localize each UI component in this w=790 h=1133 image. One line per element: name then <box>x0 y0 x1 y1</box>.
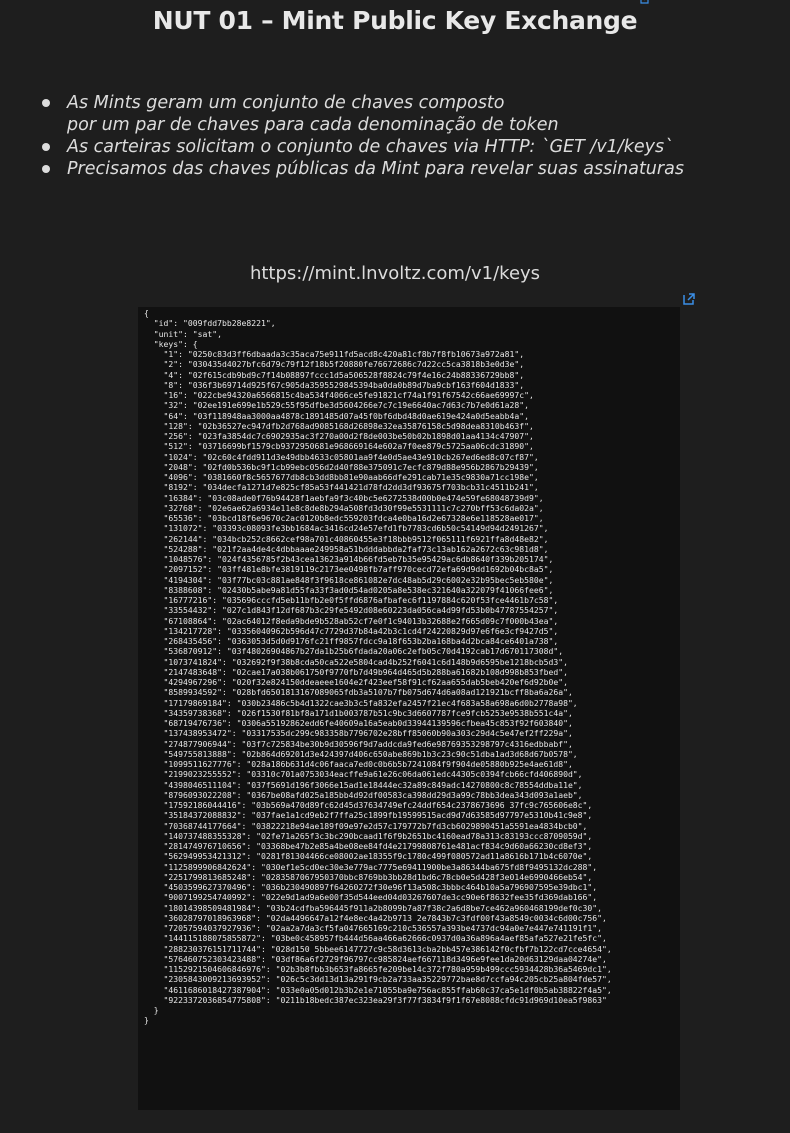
json-key-line: "512": "03716699bf1579cb9372950681e968669164e602a7f0ee879c5725aa06cdc31890", <box>163 441 534 452</box>
bullet-item <box>40 136 785 158</box>
json-key-line: "4096": "0381660f8c5657677db8cb3dd8bb81e90aab66dfe291cab71e35c9830a71cc198e", <box>163 472 539 482</box>
json-key-line: "64": "03f118948aa3000aa4878c1891485d07a45f0bf6dbd48d0ae619e424a0d5eabb4a", <box>163 410 529 421</box>
json-key-line: "131072": "03393c08093fe3bb1684ac3416cd24e57efd1fb7783cd6b50c54149d94d2491267", <box>163 523 549 534</box>
bullet-item <box>40 92 785 136</box>
json-key-line: "1152921504606846976": "02b3b8fbb3b653fa8665fe209be14c372f780a959b499ccc5934428b36a5469dc1", <box>163 964 612 974</box>
bullet-text: As carteiras solicitam o conjunto de chaves via HTTP: `GET /v1/keys` <box>67 137 673 157</box>
json-key-line: "18014398509481984": "03b24cdfba596445f911a2b8099b7a87f38c2a6d8be7ce462a960468199def0c30", <box>163 902 603 913</box>
json-line: { <box>144 308 149 318</box>
json-key-line: "2097152": "03ff481e8bfe3819119c2173ee0498fb7aff970cecd72efa69d9dd1692b04bc8a5", <box>163 564 554 575</box>
json-key-line: "34359738368": "026f1530f81bf8a171d1b003787b51c9bc3d6607787fce9fcb5253e9538b551c4a", <box>163 707 573 718</box>
json-line: "unit": "sat", <box>144 328 222 339</box>
json-key-line: "4194304": "03f77bc03c881ae848f3f9618ce861082e7dc48ab5d29c6002e32b95bec5eb580e", <box>163 574 554 585</box>
json-line: } <box>144 1015 149 1026</box>
json-key-line: "1099511627776": "028a186b631d4c06faaca7ed0c0b6b5b7241084f9f904de05880b925e4ae61d8", <box>163 759 573 769</box>
json-key-line: "8796093022208": "0367be08afd025a185bb4d92df00583ca398dd29d3a99c78bb3dea343d093a1aeb", <box>163 789 583 800</box>
json-key-line: "8589934592": "028bfd6501813167089065fdb3a5107b7fb075d674d6a08ad121921bcff8ba6a26a", <box>163 687 573 698</box>
bullet-text: Precisamos das chaves públicas da Mint para revelar suas assinaturas <box>67 159 684 179</box>
json-key-line: "128": "02b36527ec947dfb2d768ad9085168d26898e32ea35876158c5d98dea8310b463f", <box>163 420 534 431</box>
endpoint-url: https://mint.lnvoltz.com/v1/keys <box>249 263 541 284</box>
json-key-line: "68719476736": "0306a55192862edd6fe40609a16a5eab0d33944139596cfbea45c853f92f603840", <box>163 718 573 728</box>
json-key-line: "2305843009213693952": "026c5c3dd13d13a291f9cb2a733aa35229772bae8d7ccfa94c205cb25a804fde57", <box>163 974 612 985</box>
slide-title: NUT 01 – Mint Public Key Exchange <box>152 6 638 35</box>
json-key-line: "67108864": "02ac64012f8eda9bde9b528ab52cf7e0f1c94013b32688e2f665d09c7f000b43ea", <box>163 615 559 626</box>
json-key-line: "4398046511104": "037f5691d196f3066e15ad1e18444ec32a89c849adc14270800c8c78554ddba11e", <box>163 779 583 790</box>
json-key-line: "134217728": "03356040962b596d47c7729d37b84a42b3c1cd4f24220829d97e6f6e3cf9427d5", <box>163 625 559 636</box>
external-link-icon[interactable] <box>682 292 696 306</box>
json-key-line: "2199023255552": "03310c701a0753034eacffe9a61e26c06da061edc44305c0394fcb66cfd406890d", <box>163 769 583 780</box>
json-key-line: "70368744177664": "03822218e94ae189f09e97e2d57c179772b7fd3cb6029890451a5591ea4834bcb0", <box>163 820 588 831</box>
json-code <box>138 307 680 1026</box>
json-key-line: "65536": "03bcd18f6e9670c2ac0120b8edc559203fdca4e0ba16d2e67328e6e118528ae017", <box>163 513 544 523</box>
json-key-line: "9223372036854775808": "0211b18bedc387ec323ea29f3f77f3834f9f1f67e8088cfdc91d969d10ea5f9863" <box>163 994 607 1005</box>
json-key-line: "1048576": "024f4356785f2b43cea13623a914b66fd5eb7b35e95429ac6db8640f339b205174", <box>163 554 554 564</box>
json-key-line: "17179869184": "030b23486c5b4d1322cae3b3c5fa832efa2457f21ec4f683a58a698a6d0b2778a98", <box>163 697 578 708</box>
json-key-line: "256": "023fa3854dc7c6902935ac3f270a00d2f8de003be50b02b1898d01aa4134c47907", <box>163 431 534 441</box>
json-key-line: "2": "030435d4027bfc6d79c79f12f18b5f20880fe76672686c7d22cc5ca3818b3e0d3e", <box>163 359 525 370</box>
json-response-embed[interactable] <box>138 307 680 1110</box>
external-link-icon[interactable] <box>640 0 650 4</box>
json-key-line: "4503599627370496": "036b230490897f64260272f30e96f13a508c3bbbc464b10a5a796907595e39dbc1", <box>163 882 598 892</box>
json-key-line: "72057594037927936": "02aa2a7da3cf5fa047665169c210c536557a393be4737dc94a0e7e447e741191f1", <box>163 923 603 933</box>
json-key-line: "8388608": "02430b5abe9a81d55fa33f3ad0d54ad0205a8e538ec321640a322079f41066fee6", <box>163 584 554 595</box>
json-key-line: "274877906944": "03f7c725834be30b9d30596f9d7addcda9fed6e98769353298797c4316edbbabf", <box>163 738 573 749</box>
json-key-line: "4611686018427387904": "033e0a05d012b3b2e1e71055ba9e756ac855ffab60c37ca5e1df0b5ab38822f4a5", <box>163 984 612 995</box>
json-key-line: "562949953421312": "0281f81304466ce08002ae18355f9c1780c499f080572ad11a8616b171b4c6070e", <box>163 851 593 862</box>
json-line: } <box>144 1005 159 1015</box>
bullet-dot <box>42 165 50 173</box>
json-key-line: "35184372088832": "037fae1a1cd9eb2f7ffa25c1899fb19599515acd9d7d63585d97797e5310b41c9e8", <box>163 810 593 821</box>
json-key-line: "524288": "021f2aa4de4c4dbbaaae249958a51bdddabbda2faf73c13ab162a2672c63c981d8", <box>163 543 549 554</box>
json-key-line: "2251799813685248": "0283587067950370bbc8769bb3bb28d1bd6c78cb0e5d428f3e014e6990466eb54", <box>163 871 593 882</box>
json-key-line: "17592186044416": "03b569a470d89fc62d45d37634749efc24ddf654c2378673696 37fc9c765606e8c", <box>163 800 593 810</box>
json-key-line: "137438953472": "03317535dc299c983358b7796702e28bff85060b90a303c29d4c5e47ef2ff229a", <box>163 728 573 739</box>
json-key-line: "32768": "02e6ae62a6934e11e8c8de8b294a508fd3d30f99e5531111c7c270bff53c6da02a", <box>163 502 544 513</box>
json-key-line: "549755813888": "02b864d69201d3e424397d406c650abe869b1b3c23c90c51dba1ad3d68d67b0578", <box>163 748 578 759</box>
json-line: "id": "009fdd7bb28e8221", <box>144 318 276 329</box>
json-key-line: "32": "02ee191e699e1b529c55f95dfbe3d5604266e7c7c19e6640ac7d63c7b7e0d61a28", <box>163 400 529 411</box>
json-key-line: "8": "036f3b69714d925f67c905da3595529845394ba0da0b89d7ba9cbf163f604d1833", <box>163 379 525 390</box>
json-key-line: "8192": "034decfa1271d7e825cf85a53f441421d78fd2dd3df93675f703bcb31c4511b241", <box>163 482 539 493</box>
bullet-text: As Mints geram um conjunto de chaves composto por um par de chaves para cada denominação de token <box>67 93 559 135</box>
json-key-line: "4": "02f615cdb9bd9c7f14b08897fccc1d5a506528f8824c79f4e16c24b88336729bb8", <box>163 369 525 380</box>
json-key-line: "2048": "02fd0b536bc9f1cb99ebc056d2d40f88e375091c7ecfc879d88e956b2867b29439", <box>163 461 539 472</box>
json-key-line: "262144": "034bcb252c8662cef98a701c40860455e3f18bbb9512f065111f6921ffa8d48e82", <box>163 533 549 544</box>
bullet-dot <box>42 143 50 151</box>
json-key-line: "288230376151711744": "028d150 5bbee6147727c9c58d3613cba2bb457e386142f0cfbf7b122cd7cce4654", <box>163 943 612 954</box>
json-key-line: "576460752303423488": "03df86a6f2729f96797cc985824aef667118d3496e9fee1da20d63129daa04274e", <box>163 953 607 964</box>
json-key-line: "1024": "02c60c4fdd911d3e49dbb4633c05801aa9f4e0d5ae43e910cb267ed6ed8c07cf87", <box>163 451 539 462</box>
json-key-line: "2147483648": "02cae17a038b061750f9770fb7d49b964d465d5b288ba61682b108d998b853fbed", <box>163 666 568 677</box>
json-key-line: "144115188075855872": "03be0c458957fb444d56aa466a62666c0937d0a36a896a4aef85afa527e21fe5fc", <box>163 933 607 944</box>
json-key-line: "16777216": "035696cccfd5eb11bfb2e0f5ffd6876afbafec6f1197884c620f53fce4461b7c58", <box>163 595 559 605</box>
json-key-line: "268435456": "0363053d5d0d9176fc21ff9857fdcc9a18f653b2ba168ba4d2bca84ce6401a738", <box>163 636 559 646</box>
bullet-list <box>40 92 785 180</box>
json-key-line: "36028797018963968": "02da4496647a12f4e8ec4a42b9713 2e7843b7c3fdf00f43a8549c0034c6d00c756", <box>163 912 607 923</box>
json-key-line: "1073741824": "032692f9f38b8cda50ca522e5804cad4b252f6041c6d148b9d6595be1218bcb5d3", <box>163 656 568 667</box>
json-key-line: "1125899906842624": "030ef1e5cd0ec30e3e779ac7775e69411900be3a86344ba675fd8f9495132dc288", <box>163 861 598 872</box>
json-key-line: "33554432": "027c1d843f12df687b3c29fe5492d08e60223da056ca4d99fd53b0b47787554257", <box>163 605 559 616</box>
json-line: "keys": { <box>144 338 198 349</box>
json-key-line: "140737488355328": "02fe71a265f3c3bc290bcaad1f6f9b2651bc4160ead78a313c83193ccc8709059d", <box>163 830 593 841</box>
json-key-line: "4294967296": "020f32e824150ddeaeee1604e2f423eef58f91cf62aa655dab5beb420ef6d92b0e", <box>163 677 568 687</box>
bullet-dot <box>42 99 50 107</box>
json-key-line: "281474976710656": "03368be47b2e85a4be08ee84fd4e21799808761e481acf834c9d60a66230cd8ef3", <box>163 841 593 851</box>
json-key-line: "536870912": "03f48026904867b27da1b25b6fdada20a06c2efb05c70d4192cab17d670117308d", <box>163 646 564 657</box>
bullet-item <box>40 158 785 180</box>
json-key-line: "9007199254740992": "022e9d1ad9a6e00f35d544eed04d03267607de3cc90e6f8632fee35fd369dab166", <box>163 892 598 903</box>
json-key-line: "1": "0250c83d3ff6dbaada3c35aca75e911fd5acd8c420a81cf8b7f8fb10673a972a81", <box>163 349 525 359</box>
json-keys-list <box>144 349 612 1005</box>
json-key-line: "16": "022cbe94320a6566815c4ba534f4066ce5fe91821cf74a1f91f67542c66ae69997c", <box>163 390 534 400</box>
json-key-line: "16384": "03c08ade0f76b94428f1aebfa9f3c40bc5e6272538d00b0e474e59fe68048739d9", <box>163 492 544 503</box>
